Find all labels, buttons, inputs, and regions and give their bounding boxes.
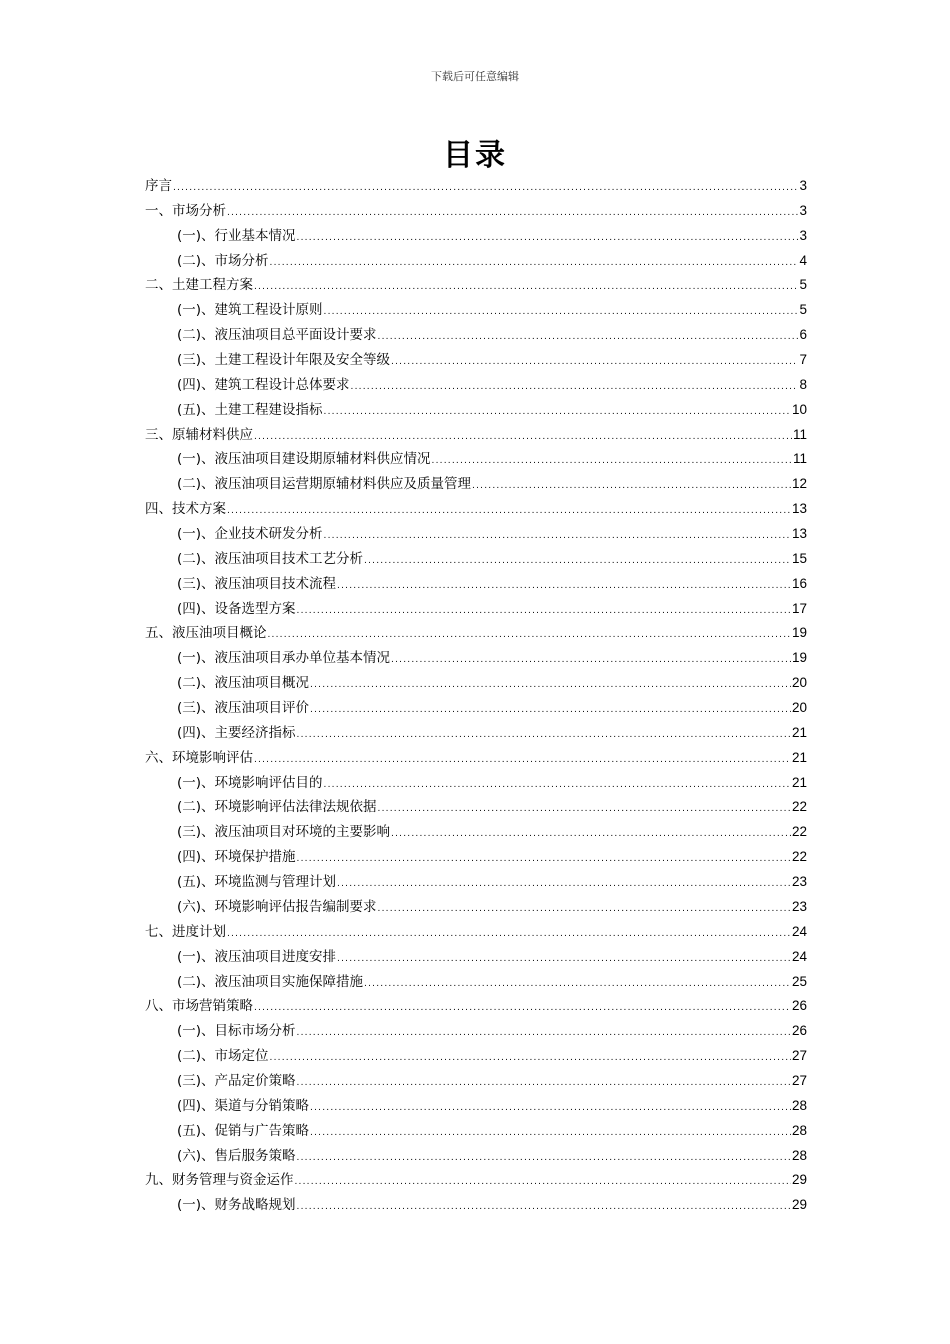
toc-entry[interactable]	[145, 298, 807, 323]
toc-entry-label: (一)、行业基本情况	[177, 227, 296, 244]
toc-title: 目录	[443, 138, 507, 173]
toc-entry-label: (一)、环境影响评估目的	[177, 774, 323, 791]
toc-dot-leader	[310, 1121, 791, 1146]
toc-entry-label: 八、市场营销策略	[145, 998, 253, 1015]
toc-entry[interactable]	[145, 795, 807, 820]
toc-dot-leader	[378, 325, 799, 350]
toc-entry-label: (二)、液压油项目实施保障措施	[177, 973, 364, 990]
toc-entry[interactable]	[145, 1044, 807, 1069]
toc-dot-leader	[297, 1021, 791, 1046]
toc-entry-page-number: 19	[791, 625, 807, 641]
toc-entry[interactable]	[145, 1168, 807, 1193]
toc-entry-page-number: 11	[792, 451, 807, 467]
toc-entry-label: (四)、设备选型方案	[177, 600, 296, 617]
table-of-contents	[145, 174, 807, 1218]
toc-dot-leader	[324, 524, 791, 549]
toc-entry-page-number: 27	[791, 1048, 807, 1064]
toc-entry[interactable]	[145, 945, 807, 970]
toc-entry-label: (一)、企业技术研发分析	[177, 526, 323, 543]
toc-entry-page-number: 23	[791, 874, 807, 890]
toc-dot-leader	[337, 574, 791, 599]
toc-entry-page-number: 22	[791, 799, 807, 815]
toc-entry-page-number: 19	[791, 650, 807, 666]
toc-entry-label: 七、进度计划	[145, 923, 226, 940]
toc-entry-page-number: 26	[791, 1023, 807, 1039]
toc-dot-leader	[268, 623, 791, 648]
toc-entry-label: (三)、液压油项目对环境的主要影响	[177, 824, 391, 841]
toc-dot-leader	[297, 1071, 791, 1096]
toc-entry-label: (二)、环境影响评估法律法规依据	[177, 799, 377, 816]
toc-entry-label: (三)、土建工程设计年限及安全等级	[177, 352, 391, 369]
toc-entry-page-number: 25	[791, 973, 807, 989]
toc-entry-label: (二)、市场分析	[177, 252, 269, 269]
toc-entry[interactable]	[145, 1019, 807, 1044]
toc-entry-label: (四)、环境保护措施	[177, 849, 296, 866]
toc-entry-page-number: 13	[791, 501, 807, 517]
toc-entry-page-number: 6	[799, 327, 807, 343]
toc-dot-leader	[324, 400, 791, 425]
toc-entry[interactable]	[145, 721, 807, 746]
toc-entry[interactable]	[145, 621, 807, 646]
toc-dot-leader	[391, 350, 798, 375]
toc-entry-label: 九、财务管理与资金运作	[145, 1172, 294, 1189]
toc-entry[interactable]	[145, 671, 807, 696]
toc-entry-label: 序言	[145, 178, 172, 194]
toc-entry-label: (二)、液压油项目技术工艺分析	[177, 550, 364, 567]
toc-entry[interactable]	[145, 771, 807, 796]
toc-dot-leader	[297, 226, 799, 251]
toc-dot-leader	[472, 474, 791, 499]
toc-entry[interactable]	[145, 970, 807, 995]
toc-dot-leader	[254, 748, 791, 773]
toc-entry-page-number: 10	[791, 401, 807, 417]
toc-entry-label: (一)、液压油项目建设期原辅材料供应情况	[177, 451, 431, 468]
toc-entry-page-number: 7	[799, 352, 807, 368]
page-header: 下载后可任意编辑	[431, 70, 519, 83]
toc-entry-label: (五)、土建工程建设指标	[177, 401, 323, 418]
toc-dot-leader	[270, 1046, 791, 1071]
toc-dot-leader	[391, 822, 791, 847]
toc-entry-label: 六、环境影响评估	[145, 749, 253, 766]
toc-entry[interactable]	[145, 845, 807, 870]
toc-entry[interactable]	[145, 646, 807, 671]
toc-entry-page-number: 15	[791, 550, 807, 566]
toc-entry-page-number: 23	[791, 898, 807, 914]
toc-dot-leader	[364, 549, 791, 574]
toc-entry-page-number: 28	[791, 1097, 807, 1113]
toc-entry-label: (一)、液压油项目进度安排	[177, 948, 337, 965]
toc-entry-page-number: 21	[791, 749, 807, 765]
toc-entry-page-number: 29	[791, 1172, 807, 1188]
toc-entry-page-number: 3	[799, 227, 807, 243]
toc-dot-leader	[297, 1195, 791, 1220]
toc-dot-leader	[295, 1170, 791, 1195]
toc-entry[interactable]	[145, 348, 807, 373]
toc-entry-label: (六)、售后服务策略	[177, 1147, 296, 1164]
toc-entry[interactable]	[145, 1119, 807, 1144]
toc-entry[interactable]	[145, 373, 807, 398]
toc-entry-page-number: 4	[799, 252, 807, 268]
toc-entry-label: (五)、环境监测与管理计划	[177, 874, 337, 891]
toc-entry[interactable]	[145, 820, 807, 845]
toc-entry-label: (二)、市场定位	[177, 1048, 269, 1065]
toc-entry-label: (四)、渠道与分销策略	[177, 1097, 310, 1114]
toc-entry-label: 三、原辅材料供应	[145, 426, 253, 443]
toc-entry-label: 一、市场分析	[145, 202, 226, 219]
toc-entry[interactable]	[145, 323, 807, 348]
toc-dot-leader	[254, 425, 792, 450]
toc-entry-label: (五)、促销与广告策略	[177, 1122, 310, 1139]
toc-entry-page-number: 13	[791, 526, 807, 542]
toc-entry[interactable]	[145, 696, 807, 721]
toc-entry-page-number: 28	[791, 1147, 807, 1163]
toc-dot-leader	[391, 648, 791, 673]
toc-entry-page-number: 29	[791, 1197, 807, 1213]
toc-entry-page-number: 21	[791, 724, 807, 740]
toc-entry-label: 五、液压油项目概论	[145, 625, 267, 642]
toc-entry[interactable]	[145, 1069, 807, 1094]
toc-entry[interactable]	[145, 895, 807, 920]
toc-entry-label: (二)、液压油项目总平面设计要求	[177, 327, 377, 344]
toc-dot-leader	[310, 673, 791, 698]
toc-entry-page-number: 16	[791, 575, 807, 591]
toc-dot-leader	[378, 897, 791, 922]
toc-entry[interactable]	[145, 249, 807, 274]
toc-entry-page-number: 5	[799, 302, 807, 318]
toc-entry-page-number: 11	[792, 426, 807, 442]
toc-entry-page-number: 24	[791, 923, 807, 939]
toc-entry[interactable]	[145, 572, 807, 597]
toc-entry[interactable]	[145, 398, 807, 423]
toc-entry-label: (一)、目标市场分析	[177, 1023, 296, 1040]
toc-dot-leader	[297, 1146, 791, 1171]
toc-entry[interactable]	[145, 447, 807, 472]
toc-entry-label: (一)、液压油项目承办单位基本情况	[177, 650, 391, 667]
toc-dot-leader	[364, 972, 791, 997]
toc-entry[interactable]	[145, 472, 807, 497]
toc-dot-leader	[297, 599, 791, 624]
toc-dot-leader	[254, 996, 791, 1021]
toc-dot-leader	[324, 300, 799, 325]
toc-entry-page-number: 22	[791, 849, 807, 865]
toc-entry-page-number: 8	[799, 376, 807, 392]
toc-dot-leader	[378, 797, 791, 822]
toc-dot-leader	[254, 275, 798, 300]
toc-entry-label: 二、土建工程方案	[145, 277, 253, 294]
toc-entry[interactable]	[145, 746, 807, 771]
toc-entry-label: (四)、建筑工程设计总体要求	[177, 376, 350, 393]
toc-entry-label: (四)、主要经济指标	[177, 724, 296, 741]
toc-dot-leader	[227, 201, 798, 226]
toc-dot-leader	[227, 922, 791, 947]
toc-entry-label: (一)、财务战略规划	[177, 1197, 296, 1214]
toc-entry-label: (一)、建筑工程设计原则	[177, 302, 323, 319]
toc-dot-leader	[337, 947, 791, 972]
toc-entry-label: (三)、液压油项目技术流程	[177, 575, 337, 592]
toc-entry[interactable]	[145, 597, 807, 622]
toc-entry[interactable]	[145, 547, 807, 572]
toc-entry-label: (二)、液压油项目概况	[177, 675, 310, 692]
toc-entry[interactable]	[145, 224, 807, 249]
toc-entry-page-number: 3	[799, 202, 807, 218]
toc-dot-leader	[351, 375, 799, 400]
toc-entry-page-number: 20	[791, 700, 807, 716]
toc-entry[interactable]	[145, 522, 807, 547]
toc-entry[interactable]	[145, 1193, 807, 1218]
toc-dot-leader	[173, 176, 798, 201]
toc-dot-leader	[297, 723, 791, 748]
toc-dot-leader	[324, 773, 791, 798]
toc-entry-page-number: 17	[791, 600, 807, 616]
toc-entry-label: (三)、产品定价策略	[177, 1072, 296, 1089]
toc-entry[interactable]	[145, 870, 807, 895]
toc-entry-page-number: 26	[791, 998, 807, 1014]
toc-entry-page-number: 21	[791, 774, 807, 790]
toc-entry-page-number: 27	[791, 1072, 807, 1088]
toc-dot-leader	[432, 449, 792, 474]
toc-entry[interactable]	[145, 1144, 807, 1169]
toc-dot-leader	[337, 872, 791, 897]
toc-entry[interactable]	[145, 273, 807, 298]
toc-dot-leader	[310, 698, 791, 723]
toc-entry-label: (六)、环境影响评估报告编制要求	[177, 898, 377, 915]
toc-entry-page-number: 20	[791, 675, 807, 691]
toc-dot-leader	[227, 499, 791, 524]
toc-entry[interactable]	[145, 174, 807, 199]
toc-dot-leader	[297, 847, 791, 872]
toc-entry-page-number: 22	[791, 824, 807, 840]
toc-entry-page-number: 24	[791, 948, 807, 964]
toc-entry[interactable]	[145, 497, 807, 522]
toc-entry-label: (三)、液压油项目评价	[177, 700, 310, 717]
toc-entry[interactable]	[145, 199, 807, 224]
toc-entry-page-number: 5	[799, 277, 807, 293]
toc-entry[interactable]	[145, 1094, 807, 1119]
toc-entry-page-number: 12	[791, 476, 807, 492]
toc-entry-label: (二)、液压油项目运营期原辅材料供应及质量管理	[177, 476, 472, 493]
toc-entry-page-number: 28	[791, 1122, 807, 1138]
toc-entry-page-number: 3	[799, 178, 807, 193]
toc-dot-leader	[310, 1096, 791, 1121]
toc-entry[interactable]	[145, 994, 807, 1019]
toc-dot-leader	[270, 251, 799, 276]
toc-entry[interactable]	[145, 920, 807, 945]
toc-entry[interactable]	[145, 423, 807, 448]
toc-entry-label: 四、技术方案	[145, 501, 226, 518]
